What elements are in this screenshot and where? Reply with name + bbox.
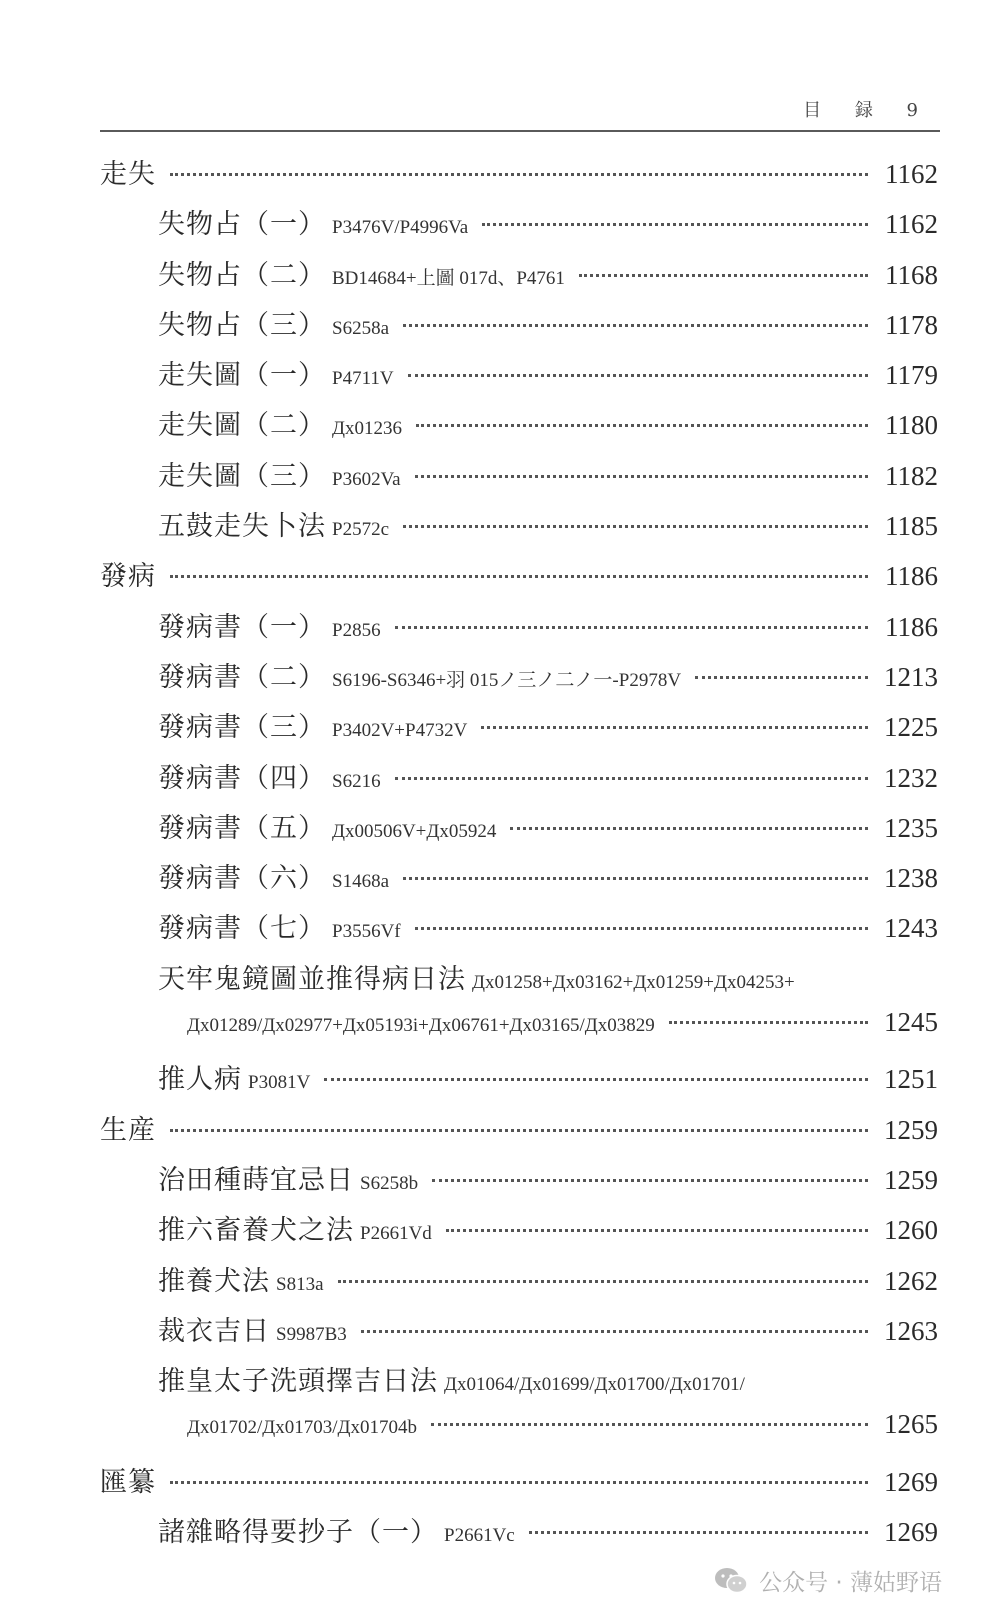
toc-section-row (0, 1108, 938, 1158)
toc-manuscript-ref: P3476V/P4996Va (332, 217, 469, 239)
toc-page-number: 1243 (884, 913, 938, 944)
toc-entry-row (0, 806, 938, 856)
toc-entry-row (0, 756, 938, 806)
toc-manuscript-ref: P3402V+P4732V (332, 720, 468, 742)
watermark-text: 公众号 · 薄姑野语 (759, 1570, 942, 1596)
toc-page-number: 1259 (884, 1164, 938, 1195)
toc-manuscript-ref: P3081V (248, 1072, 311, 1094)
toc-page-number: 1251 (884, 1064, 938, 1095)
toc-entry-row (0, 253, 938, 303)
toc-manuscript-ref: P3602Va (332, 468, 401, 490)
toc-page-number: 1162 (885, 209, 938, 240)
toc-page-number: 1232 (884, 762, 938, 793)
toc-entry-row (0, 1208, 938, 1258)
toc-dot-leader (338, 1280, 869, 1283)
toc-dot-leader (695, 676, 868, 679)
toc-manuscript-ref: S6258a (332, 317, 389, 339)
table-of-contents (0, 152, 1000, 1560)
toc-page-number: 1162 (885, 159, 938, 189)
toc-entry-row (0, 1510, 938, 1560)
toc-dot-leader (403, 525, 868, 528)
toc-entry-row (0, 705, 938, 755)
toc-page-number: 1180 (885, 410, 938, 441)
toc-title: 推養犬法 (158, 1265, 270, 1297)
toc-manuscript-ref: P2661Vd (360, 1223, 432, 1245)
toc-manuscript-ref: S1468a (332, 871, 389, 893)
toc-title: 生産 (100, 1114, 156, 1146)
toc-dot-leader (361, 1330, 868, 1333)
toc-dot-leader (403, 877, 868, 880)
toc-page-number: 1213 (884, 661, 938, 692)
toc-page-number: 1182 (885, 460, 938, 491)
toc-dot-leader (510, 827, 868, 830)
toc-entry-row (0, 403, 938, 453)
toc-manuscript-ref: Дх00506V+Дх05924 (332, 820, 497, 842)
toc-dot-leader (170, 575, 868, 578)
toc-title: 發病書（三） (158, 712, 326, 744)
toc-manuscript-ref: S813a (276, 1273, 324, 1295)
toc-dot-leader (416, 424, 868, 427)
toc-title: 失物占（三） (158, 309, 326, 341)
toc-title: 五鼓走失卜法 (158, 511, 326, 543)
toc-entry-row (0, 454, 938, 504)
toc-dot-leader (432, 1179, 868, 1182)
toc-page-number: 1245 (884, 1007, 938, 1038)
toc-title: 推六畜養犬之法 (158, 1215, 354, 1247)
toc-section-row (0, 554, 938, 604)
toc-dot-leader (170, 1481, 868, 1484)
toc-title: 治田種蒔宜忌日 (158, 1164, 354, 1196)
toc-page-number: 1235 (884, 812, 938, 843)
toc-title: 失物占（二） (158, 259, 326, 291)
toc-page-number: 1238 (884, 863, 938, 894)
watermark (713, 1564, 942, 1597)
toc-title: 推人病 (158, 1064, 242, 1096)
toc-page-number: 1225 (884, 712, 938, 743)
page-header (100, 92, 940, 132)
toc-manuscript-ref: Дх01289/Дх02977+Дх05193i+Дх06761+Дх03165/Дх03829 (187, 1015, 655, 1037)
toc-page-number: 1179 (885, 360, 938, 391)
toc-title: 推皇太子洗頭擇吉日法 (158, 1366, 438, 1398)
toc-page-number: 1269 (884, 1517, 938, 1548)
toc-entry-row (0, 906, 938, 956)
toc-manuscript-ref: S9987B3 (276, 1323, 347, 1345)
toc-dot-leader (431, 1423, 868, 1426)
toc-entry-row (0, 957, 938, 1007)
toc-section-row (0, 1460, 938, 1510)
toc-dot-leader (415, 927, 868, 930)
toc-title: 走失 (100, 159, 156, 190)
toc-entry-row (0, 1057, 938, 1107)
toc-manuscript-ref: Дх01702/Дх01703/Дх01704b (187, 1417, 417, 1439)
toc-entry-row (0, 1409, 938, 1459)
toc-manuscript-ref: P3556Vf (332, 921, 401, 943)
wechat-icon (713, 1566, 749, 1596)
toc-title: 發病書（二） (158, 661, 326, 693)
toc-entry-row (0, 605, 938, 655)
toc-title: 裁衣吉日 (158, 1315, 270, 1347)
toc-title: 諸雜略得要抄子（一） (158, 1517, 438, 1549)
toc-title: 失物占（一） (158, 209, 326, 241)
toc-manuscript-ref: Дх01258+Дх03162+Дх01259+Дх04253+ (472, 971, 795, 993)
toc-page-number: 1263 (884, 1315, 938, 1346)
toc-title: 走失圖（二） (158, 410, 326, 442)
toc-dot-leader (481, 726, 868, 729)
toc-entry-row (0, 504, 938, 554)
toc-page-number: 1262 (884, 1265, 938, 1296)
toc-page-number: 1259 (884, 1114, 938, 1145)
toc-dot-leader (324, 1078, 868, 1081)
toc-entry-row (0, 655, 938, 705)
toc-manuscript-ref: P2661Vc (444, 1525, 515, 1547)
toc-title: 發病書（一） (158, 611, 326, 643)
toc-page-number: 1269 (884, 1466, 938, 1497)
toc-manuscript-ref: P2856 (332, 619, 381, 641)
toc-dot-leader (415, 475, 868, 478)
toc-dot-leader (170, 173, 868, 176)
toc-dot-leader (395, 777, 868, 780)
toc-page-number: 1168 (885, 259, 938, 290)
toc-manuscript-ref: BD14684+上圖 017d、P4761 (332, 267, 565, 289)
toc-entry-row (0, 1259, 938, 1309)
toc-entry-row (0, 202, 938, 252)
toc-entry-row (0, 303, 938, 353)
toc-page-number: 1186 (885, 611, 938, 642)
toc-title: 發病書（七） (158, 913, 326, 945)
toc-entry-row (0, 1309, 938, 1359)
toc-entry-row (0, 1359, 938, 1409)
toc-page-number: 1186 (885, 561, 938, 592)
toc-title: 走失圖（三） (158, 460, 326, 492)
toc-entry-row (0, 1158, 938, 1208)
toc-manuscript-ref: S6258b (360, 1172, 419, 1194)
toc-page-number: 1265 (884, 1409, 938, 1440)
toc-manuscript-ref: P2572c (332, 519, 389, 541)
toc-dot-leader (395, 626, 868, 629)
toc-entry-row (0, 353, 938, 403)
toc-title: 匯纂 (100, 1466, 156, 1498)
toc-entry-row (0, 856, 938, 906)
toc-page-number: 1260 (884, 1215, 938, 1246)
toc-manuscript-ref: Дх01064/Дх01699/Дх01700/Дх01701/ (444, 1374, 745, 1396)
toc-manuscript-ref: S6196-S6346+羽 015ノ三ノ二ノ一-P2978V (332, 669, 682, 691)
toc-title: 發病書（五） (158, 812, 326, 844)
toc-manuscript-ref: S6216 (332, 770, 381, 792)
toc-dot-leader (446, 1229, 868, 1232)
toc-title: 天牢鬼鏡圖並推得病日法 (158, 963, 466, 995)
toc-manuscript-ref: P4711V (332, 368, 394, 390)
toc-page-number: 1185 (885, 511, 938, 542)
toc-title: 發病 (100, 561, 156, 593)
toc-title: 發病書（四） (158, 762, 326, 794)
toc-dot-leader (170, 1129, 868, 1132)
toc-dot-leader (408, 374, 868, 377)
toc-dot-leader (482, 223, 868, 226)
header-title: 目 録 9 (803, 100, 932, 121)
toc-title: 發病書（六） (158, 863, 326, 895)
toc-entry-row (0, 1007, 938, 1057)
toc-manuscript-ref: Дх01236 (332, 418, 402, 440)
toc-title: 走失圖（一） (158, 360, 326, 392)
toc-dot-leader (403, 324, 868, 327)
toc-dot-leader (579, 274, 868, 277)
toc-dot-leader (529, 1531, 868, 1534)
toc-section-row (0, 152, 938, 202)
toc-page-number: 1178 (885, 309, 938, 340)
toc-dot-leader (669, 1021, 868, 1024)
